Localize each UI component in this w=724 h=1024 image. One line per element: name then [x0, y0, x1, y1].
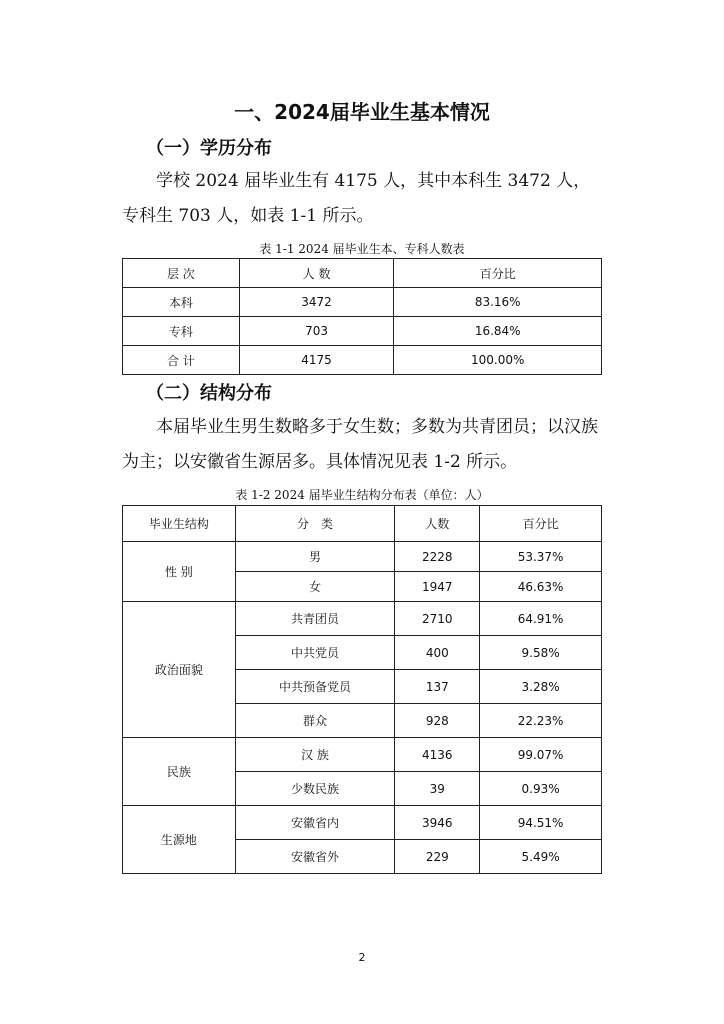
table-cell: 137	[395, 670, 480, 704]
table-header-row	[123, 506, 602, 542]
header-cell: 毕业生结构	[123, 506, 236, 542]
table-cell: 中共党员	[235, 636, 395, 670]
table-cell: 100.00%	[394, 346, 602, 375]
table-cell: 39	[395, 772, 480, 806]
table-row	[123, 542, 602, 572]
table-cell: 共青团员	[235, 602, 395, 636]
table-row	[123, 602, 602, 636]
header-cell: 百分比	[394, 259, 602, 288]
table-row	[123, 317, 602, 346]
table-cell: 少数民族	[235, 772, 395, 806]
table-cell: 4136	[395, 738, 480, 772]
table1-caption: 表 1-1 2024 届毕业生本、专科人数表	[259, 242, 465, 256]
table-cell: 46.63%	[480, 572, 602, 602]
table-cell: 3946	[395, 806, 480, 840]
header-cell: 分 类	[235, 506, 395, 542]
table-cell: 99.07%	[480, 738, 602, 772]
table-header-row	[123, 259, 602, 288]
paragraph-structure: 本届毕业生男生数略多于女生数；多数为共青团员；以汉族为主；以安徽省生源居多。具体情况见表 1-2 所示。	[122, 417, 598, 472]
table-cell: 本科	[123, 288, 240, 317]
group-label-gender: 性 别	[123, 542, 236, 602]
subsection-title-education: （一）学历分布	[146, 138, 272, 159]
table-cell: 5.49%	[480, 840, 602, 874]
table-cell: 53.37%	[480, 542, 602, 572]
table-cell: 2710	[395, 602, 480, 636]
table-cell: 合 计	[123, 346, 240, 375]
table-education-distribution	[122, 258, 602, 375]
table-cell: 4175	[239, 346, 394, 375]
table-total-row	[123, 346, 602, 375]
section-title: 一、2024届毕业生基本情况	[234, 100, 490, 124]
table-cell: 928	[395, 704, 480, 738]
table-cell: 群众	[235, 704, 395, 738]
table-cell: 男	[235, 542, 395, 572]
table-cell: 229	[395, 840, 480, 874]
table2-caption: 表 1-2 2024 届毕业生结构分布表（单位：人）	[235, 488, 489, 502]
table-row	[123, 738, 602, 772]
table-cell: 16.84%	[394, 317, 602, 346]
table-cell: 专科	[123, 317, 240, 346]
page-number: 2	[358, 951, 366, 964]
table-cell: 2228	[395, 542, 480, 572]
table-cell: 1947	[395, 572, 480, 602]
group-label-ethnicity: 民族	[123, 738, 236, 806]
paragraph-education: 学校 2024 届毕业生有 4175 人，其中本科生 3472 人，专科生 703 人，如表 1-1 所示。	[122, 171, 591, 226]
table-cell: 汉 族	[235, 738, 395, 772]
header-cell: 人数	[395, 506, 480, 542]
table-cell: 94.51%	[480, 806, 602, 840]
table-row	[123, 806, 602, 840]
table-cell: 安徽省内	[235, 806, 395, 840]
table-cell: 3.28%	[480, 670, 602, 704]
group-label-origin: 生源地	[123, 806, 236, 874]
table-cell: 64.91%	[480, 602, 602, 636]
table-cell: 3472	[239, 288, 394, 317]
table-cell: 女	[235, 572, 395, 602]
table-row	[123, 288, 602, 317]
subsection-title-structure: （二）结构分布	[146, 383, 272, 404]
table-cell: 22.23%	[480, 704, 602, 738]
header-cell: 百分比	[480, 506, 602, 542]
group-label-political-status: 政治面貌	[123, 602, 236, 738]
table-cell: 400	[395, 636, 480, 670]
table-cell: 9.58%	[480, 636, 602, 670]
table-cell: 安徽省外	[235, 840, 395, 874]
header-cell: 人 数	[239, 259, 394, 288]
table-structure-distribution	[122, 505, 602, 874]
table-cell: 83.16%	[394, 288, 602, 317]
table-cell: 703	[239, 317, 394, 346]
table-cell: 中共预备党员	[235, 670, 395, 704]
header-cell: 层 次	[123, 259, 240, 288]
table-cell: 0.93%	[480, 772, 602, 806]
